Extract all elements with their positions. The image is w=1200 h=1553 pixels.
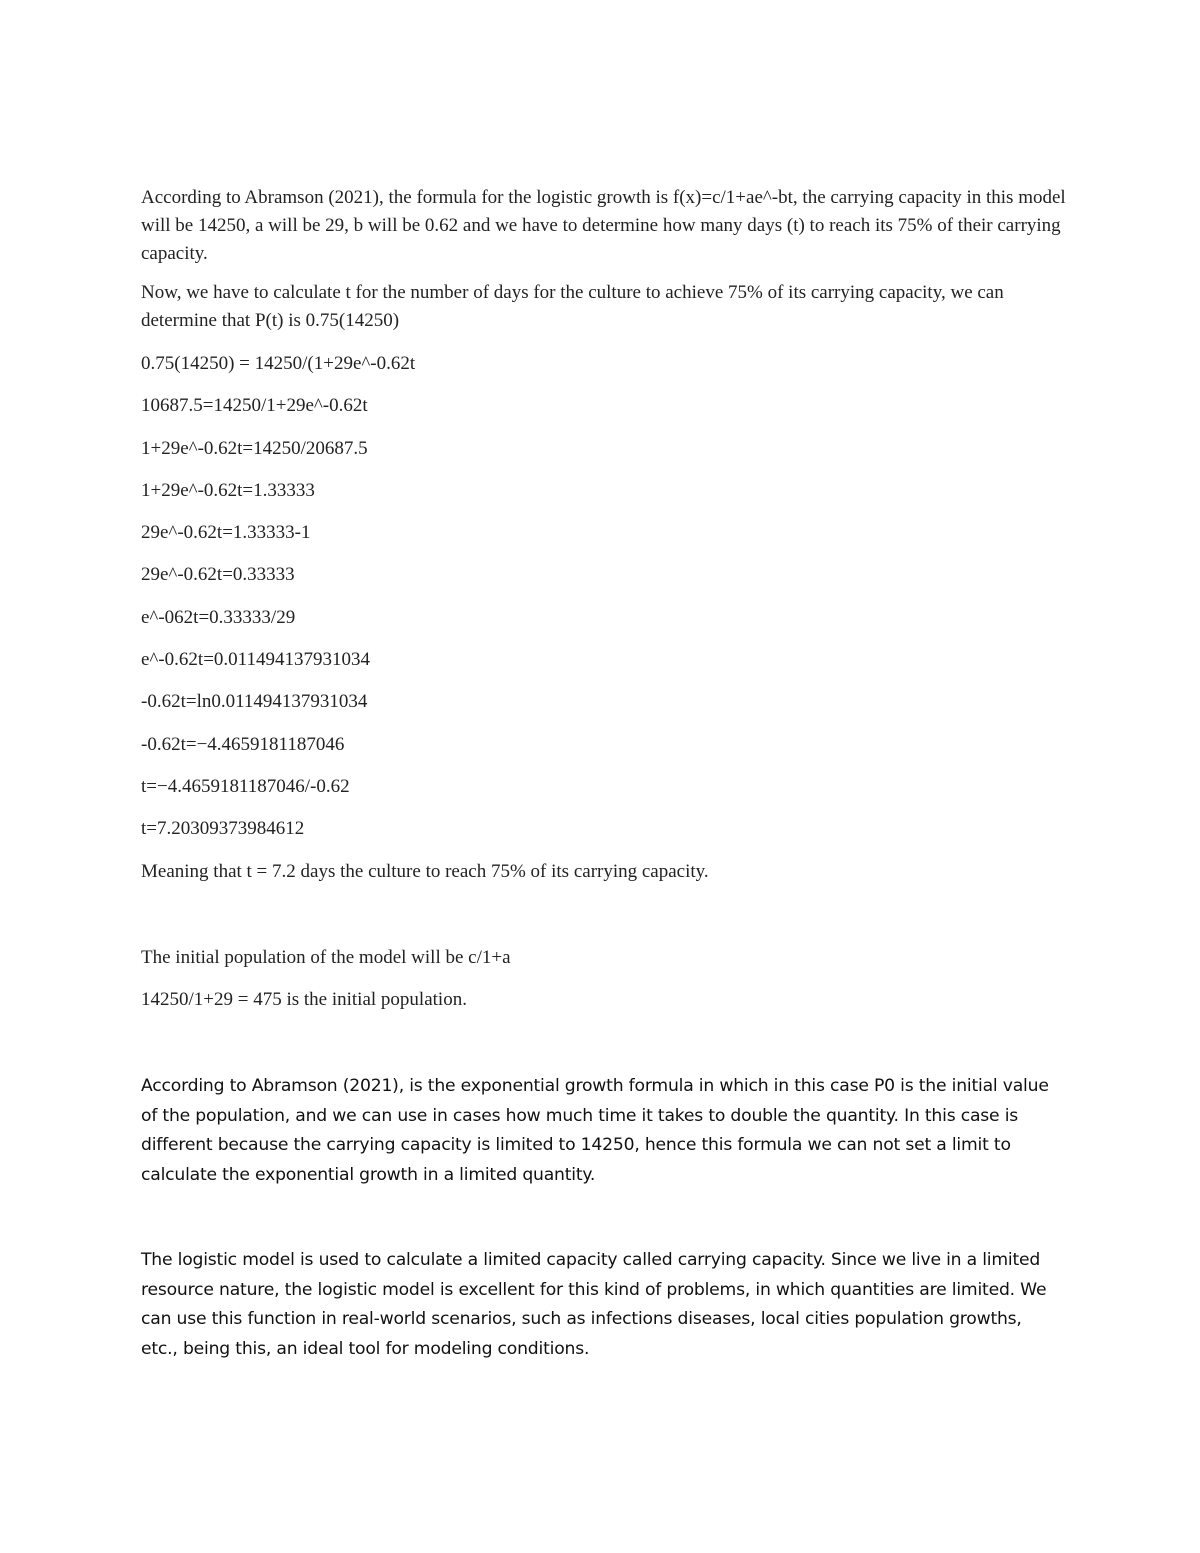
intro-paragraph: According to Abramson (2021), the formula for the logistic growth is f(x)=c/1+ae^-bt, the carrying capacity in this model will be 14250, a will be 29, b will be 0.62 and we have to determine how many days (t) to reach its 75% of their carrying capacity.	[141, 187, 1066, 264]
equation-line: 0.75(14250) = 14250/(1+29e^-0.62t	[141, 353, 416, 374]
initial-population-result: 14250/1+29 = 475 is the initial population.	[141, 988, 467, 1010]
equation-line: -0.62t=−4.4659181187046	[141, 733, 345, 755]
equation-line: -0.62t=ln0.011494137931034	[141, 691, 368, 713]
logistic-model-paragraph	[141, 1246, 1061, 1364]
exponential-growth-paragraph	[141, 1072, 1061, 1190]
equation-line: 1+29e^-0.62t=1.33333	[141, 479, 315, 501]
initial-population-line: The initial population of the model will be c/1+a	[141, 946, 511, 968]
equation-line: 10687.5=14250/1+29e^-0.62t	[141, 395, 368, 417]
logistic-paragraph-text: The logistic model is used to calculate a limited capacity called carrying capacity. Since we live in a limited resource nature, the logistic model is excellent for this kind of problems, in which quantities are limited. We can use this function in real-world scenarios, such as infections diseases, local cities population growths, etc., being this, an ideal tool for modeling conditions.	[141, 1250, 1047, 1359]
calculation-section	[141, 184, 1071, 1021]
equation-line: t=−4.4659181187046/-0.62	[141, 775, 350, 797]
equation-line: 29e^-0.62t=1.33333-1	[141, 522, 311, 544]
equation-line: e^-062t=0.33333/29	[141, 606, 296, 628]
equation-line: 1+29e^-0.62t=14250/20687.5	[141, 437, 368, 459]
equation-line: e^-0.62t=0.011494137931034	[141, 649, 370, 671]
exponential-paragraph-text: According to Abramson (2021), is the exponential growth formula in which in this case P0 is the initial value of the population, and we can use in cases how much time it takes to double the quantity. In this case is different because the carrying capacity is limited to 14250, hence this formula we can not set a limit to calculate the exponential growth in a limited quantity.	[141, 1076, 1049, 1185]
equation-line: 29e^-0.62t=0.33333	[141, 564, 295, 586]
meaning-line: Meaning that t = 7.2 days the culture to reach 75% of its carrying capacity.	[141, 860, 709, 882]
equation-line: t=7.20309373984612	[141, 818, 305, 840]
now-paragraph: Now, we have to calculate t for the number of days for the culture to achieve 75% of its carrying capacity, we can determine that P(t) is 0.75(14250)	[141, 282, 1004, 331]
equation-list	[141, 343, 1071, 851]
